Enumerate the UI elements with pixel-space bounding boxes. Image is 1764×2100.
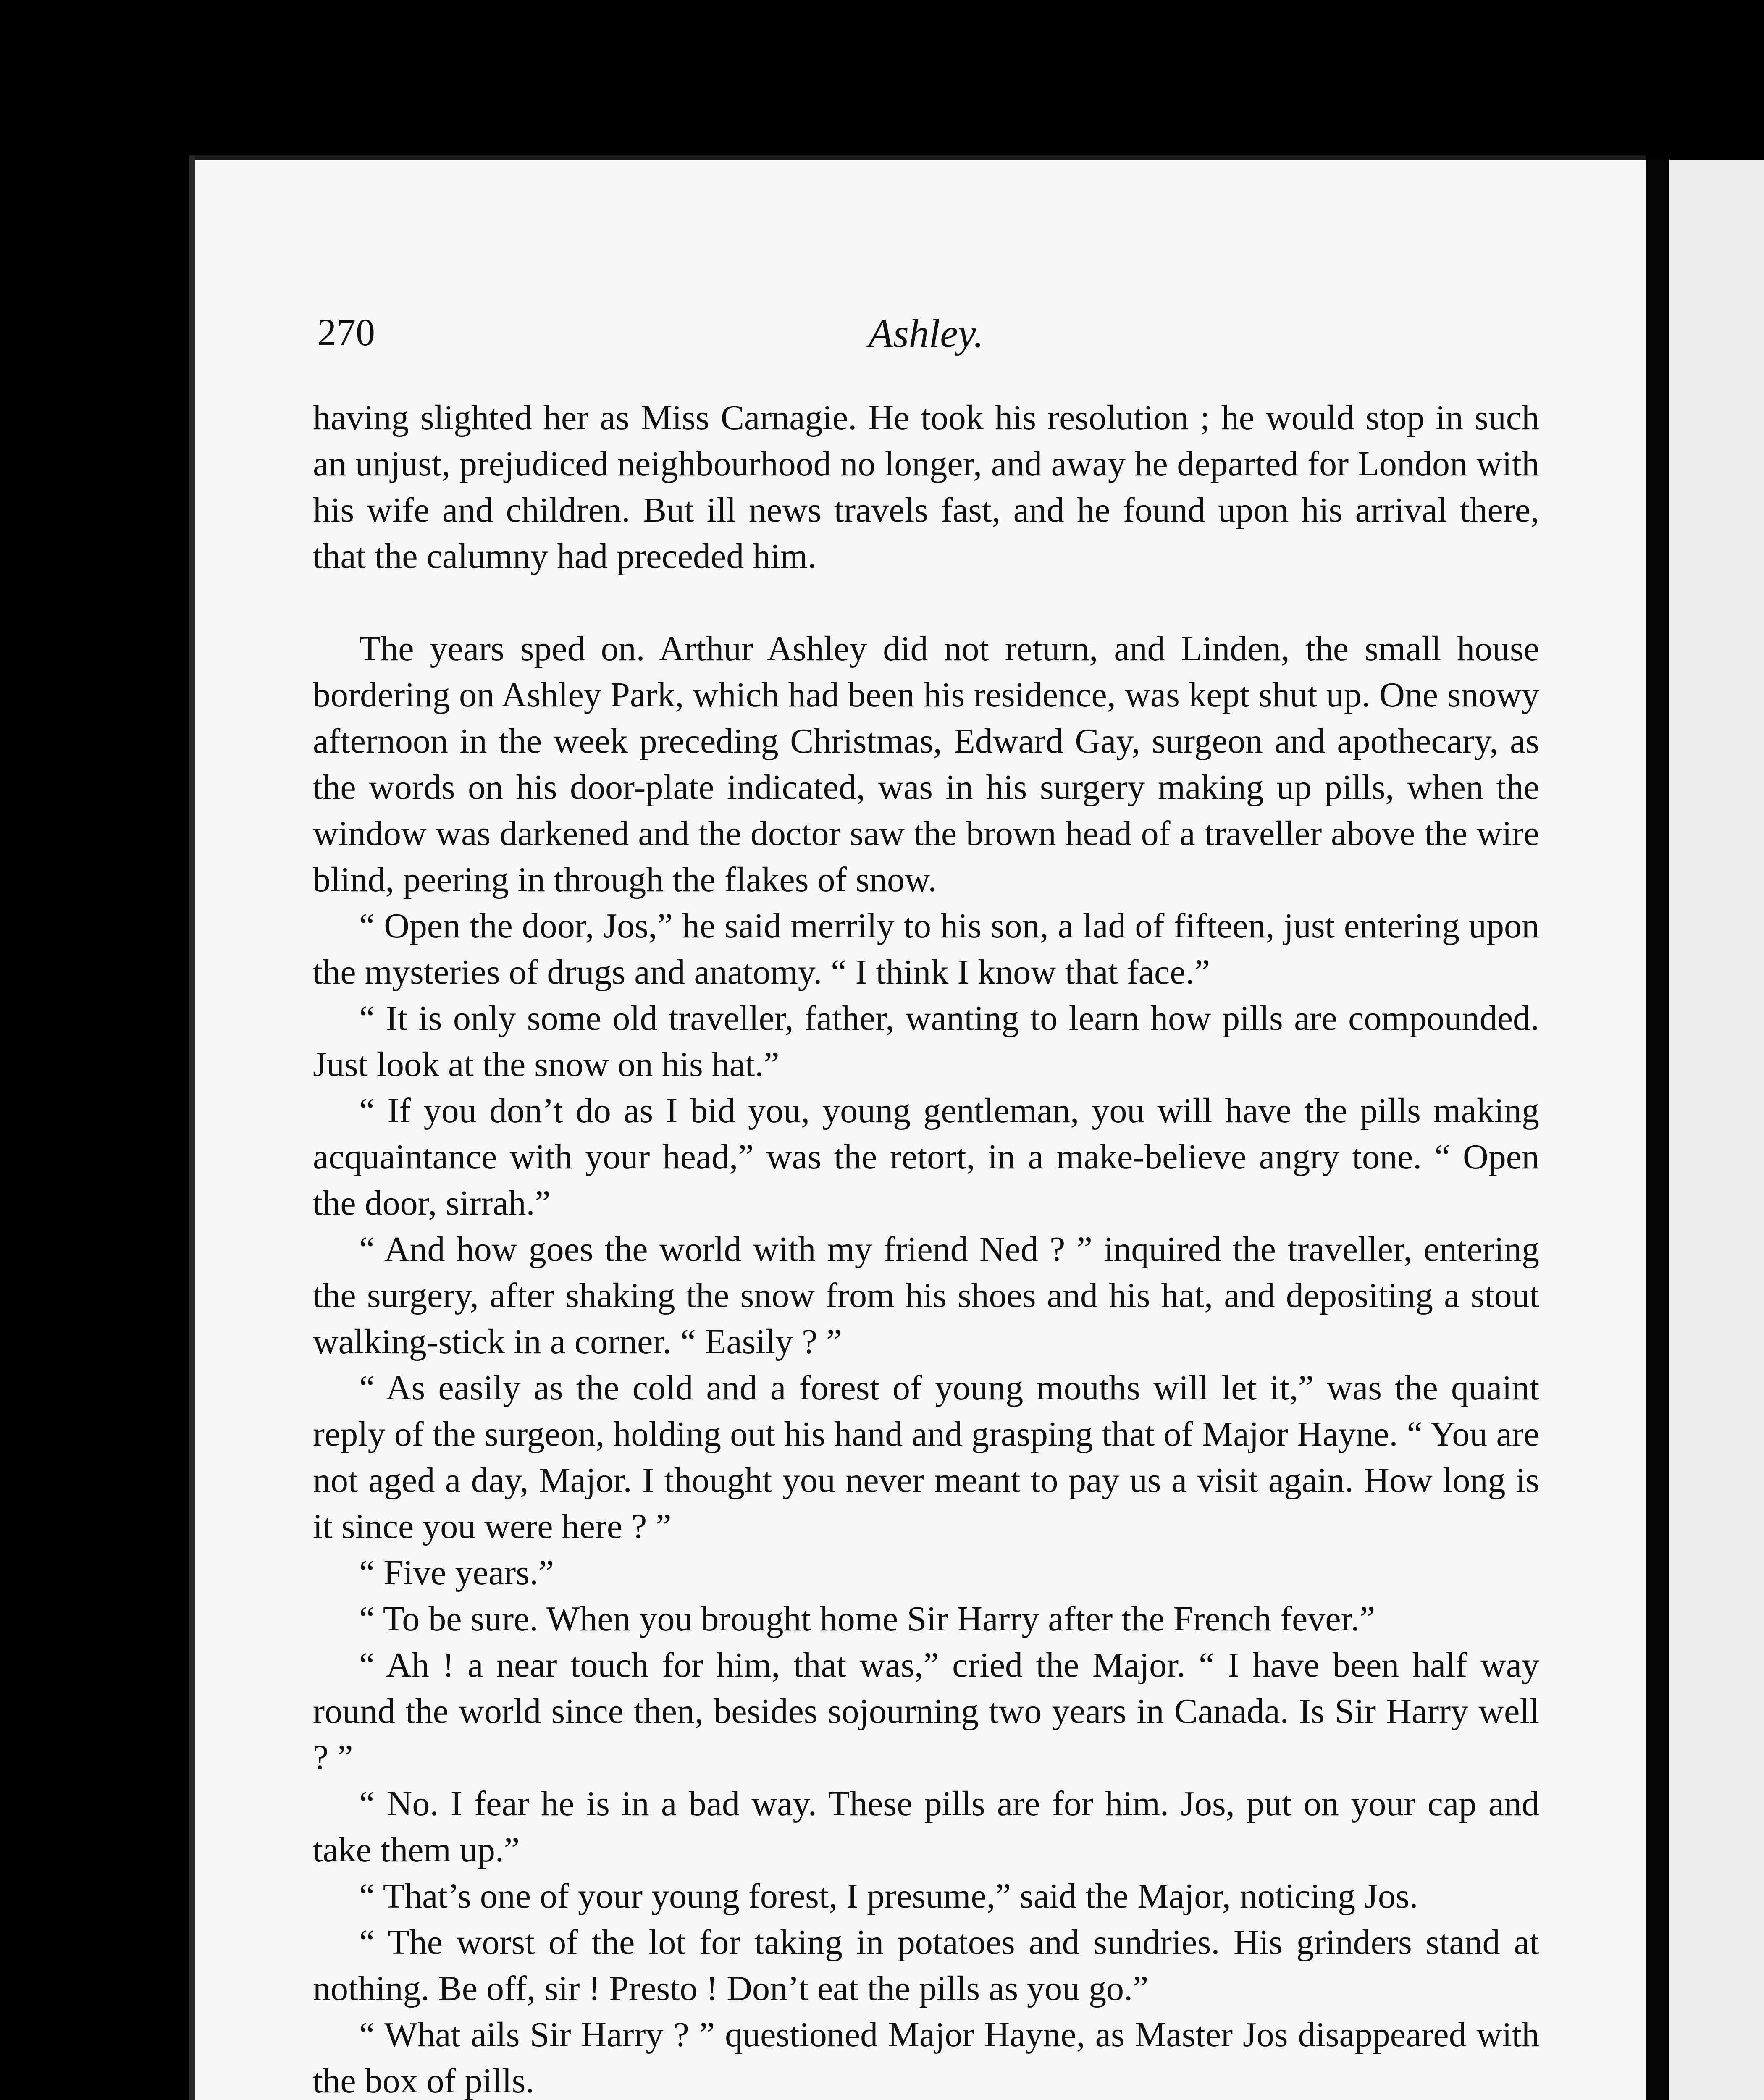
paragraph: The years sped on. Arthur Ashley did not return, and Linden, the small house bordering on Ashley Park, which had been his residence, was kept shut up. One snowy afternoon in the week preceding Christmas, Edward Gay, surgeon and apothecary, as the words on his door-plate indicated, was in his surgery making up pills, when the window was darkened and the doctor saw the brown head of a traveller above the wire blind, peering in through the flakes of snow. [313, 629, 1539, 899]
paragraph: “ Ah ! a near touch for him, that was,” cried the Major. “ I have been half way round the world since then, besides sojourning two years in Canada. Is Sir Harry well ? ” [313, 1646, 1539, 1777]
paragraph: “ Five years.” [359, 1553, 554, 1592]
paragraph: “ That’s one of your young forest, I presume,” said the Major, noticing Jos. [359, 1877, 1418, 1916]
page-gutter-shadow [1646, 160, 1670, 2100]
paragraph: “ No. I fear he is in a bad way. These pills are for him. Jos, put on your cap and take them up.” [313, 1784, 1539, 1869]
paragraph: “ As easily as the cold and a forest of young mouths will let it,” was the quaint reply of the surgeon, holding out his hand and grasping that of Major Hayne. “ You are not aged a day, Major. I thought you never meant to pay us a visit again. How long is it since you were here ? ” [313, 1368, 1539, 1546]
paragraph: “ The worst of the lot for taking in potatoes and sundries. His grinders stand at nothing. Be off, sir ! Presto ! Don’t eat the pills as you go.” [313, 1923, 1539, 2008]
paragraph: “ What ails Sir Harry ? ” questioned Major Hayne, as Master Jos disappeared with the box of pills. [313, 2015, 1539, 2100]
paragraph: “ If you don’t do as I bid you, young gentleman, you will have the pills making acquaintance with your head,” was the retort, in a make-believe angry tone. “ Open the door, sirrah.” [313, 1091, 1539, 1223]
paragraph: “ It is only some old traveller, father, wanting to learn how pills are compounded. Just look at the snow on his hat.” [313, 999, 1539, 1084]
body-text [313, 395, 1539, 2100]
page-header [317, 310, 1535, 360]
paragraph: “ Open the door, Jos,” he said merrily to his son, a lad of fifteen, just entering upon the mysteries of drugs and anatomy. “ I think I know that face.” [313, 906, 1539, 992]
paragraph: “ And how goes the world with my friend Ned ? ” inquired the traveller, entering the surgery, after shaking the snow from his shoes and his hat, and depositing a stout walking-stick in a corner. “ Easily ? ” [313, 1230, 1539, 1361]
paragraph: having slighted her as Miss Carnagie. He took his resolution ; he would stop in such an unjust, prejudiced neighbourhood no longer, and away he departed for London with his wife and children. But ill news travels fast, and he found upon his arrival there, that the calumny had preceded him. [313, 398, 1539, 576]
adjacent-page-edge [1670, 160, 1764, 2100]
page-number: 270 [317, 311, 375, 354]
running-title: Ashley. [868, 311, 984, 356]
paragraph: “ To be sure. When you brought home Sir Harry after the French fever.” [359, 1599, 1376, 1638]
